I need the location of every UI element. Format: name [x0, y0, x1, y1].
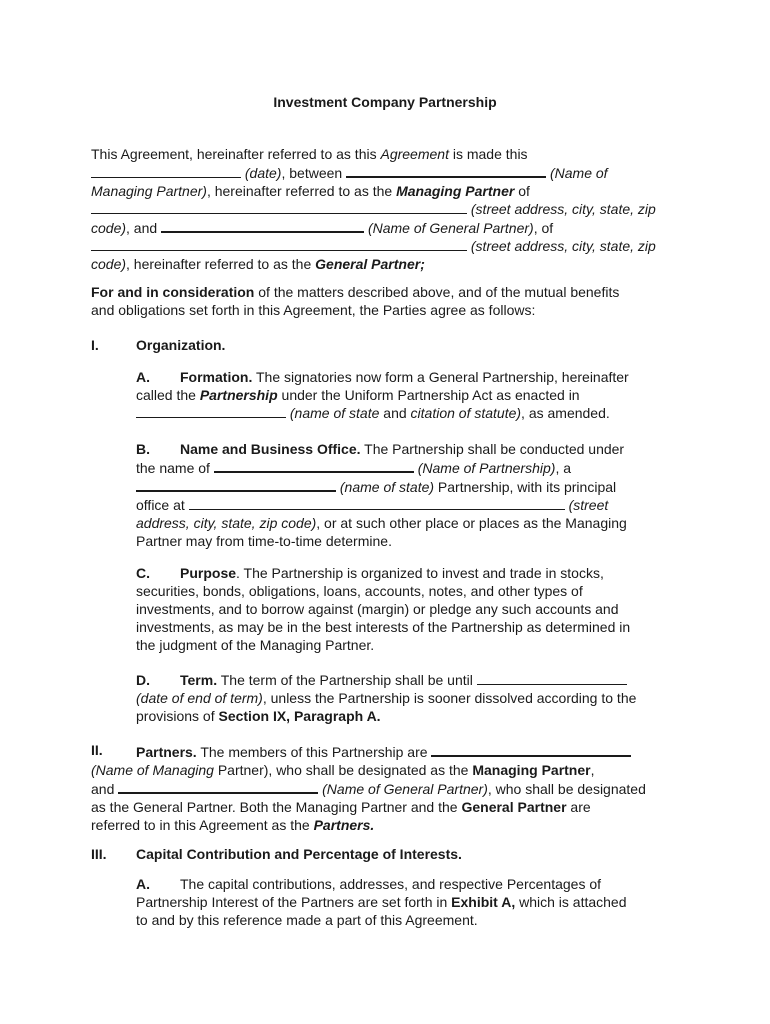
- intro-text: , of: [533, 220, 554, 236]
- statute-label: citation of statute): [410, 405, 522, 421]
- section-3a-paragraph: [136, 875, 681, 929]
- paragraph-text: ,: [590, 762, 595, 778]
- intro-text: of: [514, 183, 530, 199]
- general-partner-term: General Partner: [461, 799, 567, 815]
- paragraph-text: , unless the Partnership is sooner dissolved according to the: [262, 690, 637, 706]
- intro-text: , and: [126, 220, 162, 236]
- paragraph-text: , who shall be designated: [487, 781, 646, 797]
- intro-text: , between: [281, 165, 347, 181]
- section-2-number: II.: [91, 742, 103, 758]
- subsection-letter: B.: [136, 441, 150, 457]
- subsection-letter: D.: [136, 672, 150, 688]
- section-1c-paragraph: [136, 564, 681, 654]
- paragraph-text: the judgment of the Managing Partner.: [136, 637, 375, 653]
- agreement-term: Agreement: [380, 146, 449, 162]
- subsection-letter: A.: [136, 369, 150, 385]
- intro-text: , hereinafter referred to as the: [206, 183, 397, 199]
- consideration-text: and obligations set forth in this Agreement, the Parties agree as follows:: [91, 302, 536, 318]
- paragraph-text: , or at such other place or places as the Managing: [316, 515, 627, 531]
- paragraph-text: Partnership Interest of the Partners are set forth in: [136, 894, 452, 910]
- managing-partner-blank: [346, 163, 546, 178]
- paragraph-text: as the General Partner. Both the Managing Partner and the: [91, 799, 462, 815]
- address-blank-2: [91, 237, 467, 251]
- paragraph-text: Partnership, with its principal: [434, 479, 617, 495]
- managing-partner-term: Managing Partner: [472, 762, 591, 778]
- paragraph-text: The Partnership shall be conducted under: [360, 441, 625, 457]
- subsection-heading: Purpose: [180, 565, 237, 581]
- section-2-heading: Partners.: [136, 744, 197, 760]
- partners-term: Partners.: [313, 817, 375, 833]
- paragraph-text: The term of the Partnership shall be until: [217, 672, 477, 688]
- date-label: (date): [244, 165, 282, 181]
- subsection-heading: Formation.: [180, 369, 253, 385]
- address-label-2: (street address, city, state, zip: [470, 238, 656, 254]
- general-partner-term: General Partner;: [315, 256, 425, 272]
- date-blank: [91, 164, 241, 178]
- intro-text: , hereinafter referred to as the: [126, 256, 316, 272]
- general-partner-label: (Name of General Partner): [367, 220, 534, 236]
- managing-partner-label: Managing Partner): [91, 183, 207, 199]
- paragraph-text: , as amended.: [521, 405, 610, 421]
- subsection-letter: C.: [136, 565, 150, 581]
- intro-text: is made this: [448, 146, 528, 162]
- intro-paragraph: [91, 145, 681, 273]
- section-2-paragraph: [91, 742, 681, 834]
- paragraph-text: called the: [136, 387, 200, 403]
- document-title: Investment Company Partnership: [273, 94, 497, 110]
- paragraph-text: referred to in this Agreement as the: [91, 817, 314, 833]
- end-date-blank: [477, 671, 627, 685]
- paragraph-text: investments, as may be in the best interests of the Partnership as determined in: [136, 619, 631, 635]
- paragraph-text: The members of this Partnership are: [196, 744, 432, 760]
- state-blank: [136, 404, 286, 418]
- subsection-heading: Name and Business Office.: [180, 441, 361, 457]
- paragraph-text: are: [566, 799, 591, 815]
- consideration-paragraph: [91, 283, 681, 319]
- general-partner-name-blank: [118, 779, 318, 794]
- paragraph-text: , a: [555, 460, 572, 476]
- state-name-label: (name of state): [339, 479, 435, 495]
- paragraph-text: securities, bonds, obligations, loans, accounts, notes, and other types of: [136, 583, 583, 599]
- subsection-letter: A.: [136, 876, 150, 892]
- section-1-heading: Organization.: [136, 337, 226, 353]
- address-label-1: (street address, city, state, zip: [470, 201, 656, 217]
- general-partner-blank: [161, 218, 364, 233]
- paragraph-text: , who shall be designated as the: [268, 762, 473, 778]
- address-label-2: code): [91, 256, 127, 272]
- managing-partner-name-label: Partner): [217, 762, 269, 778]
- paragraph-text: and: [379, 405, 411, 421]
- section-reference: Section IX, Paragraph A.: [218, 708, 381, 724]
- intro-text: This Agreement, hereinafter referred to as this: [91, 146, 381, 162]
- managing-partner-name-blank: [431, 742, 631, 757]
- paragraph-text: investments, and to borrow against (margin) or pledge any such accounts and: [136, 601, 619, 617]
- paragraph-text: Partner may from time-to-time determine.: [136, 533, 392, 549]
- paragraph-text: the name of: [136, 460, 214, 476]
- paragraph-text: under the Uniform Partnership Act as enacted in: [277, 387, 580, 403]
- paragraph-text: which is attached: [515, 894, 627, 910]
- subsection-heading: Term.: [180, 672, 218, 688]
- general-partner-name-label: (Name of General Partner): [322, 781, 488, 797]
- office-address-label: address, city, state, zip code): [136, 515, 317, 531]
- office-address-label: (street: [568, 497, 609, 513]
- address-blank-1: [91, 200, 467, 214]
- managing-partner-label: (Name of: [549, 165, 608, 181]
- section-1b-paragraph: [136, 440, 681, 550]
- paragraph-text: provisions of: [136, 708, 219, 724]
- exhibit-reference: Exhibit A,: [451, 894, 516, 910]
- end-date-label: (date of end of term): [136, 690, 263, 706]
- partnership-term: Partnership: [199, 387, 278, 403]
- section-1a-paragraph: [136, 368, 681, 422]
- paragraph-text: The capital contributions, addresses, and respective Percentages of: [180, 876, 602, 892]
- section-3-heading: Capital Contribution and Percentage of Interests.: [136, 846, 462, 862]
- partnership-name-label: (Name of Partnership): [417, 460, 556, 476]
- section-1d-paragraph: [136, 671, 681, 725]
- paragraph-text: to and by this reference made a part of this Agreement.: [136, 912, 478, 928]
- consideration-text: of the matters described above, and of the mutual benefits: [254, 284, 620, 300]
- state-label: (name of state: [289, 405, 380, 421]
- consideration-bold: For and in consideration: [91, 284, 255, 300]
- section-1-number: I.: [91, 337, 99, 353]
- paragraph-text: office at: [136, 497, 189, 513]
- office-address-blank: [189, 496, 565, 510]
- state-name-blank: [136, 477, 336, 492]
- partnership-name-blank: [214, 458, 414, 473]
- address-label-1: code): [91, 220, 127, 236]
- paragraph-text: . The Partnership is organized to invest and trade in stocks,: [236, 565, 604, 581]
- section-3-number: III.: [91, 846, 107, 862]
- paragraph-text: and: [91, 781, 119, 797]
- paragraph-text: The signatories now form a General Partnership, hereinafter: [252, 369, 629, 385]
- managing-partner-name-label: (Name of Managing: [91, 762, 218, 778]
- managing-partner-term: Managing Partner: [396, 183, 515, 199]
